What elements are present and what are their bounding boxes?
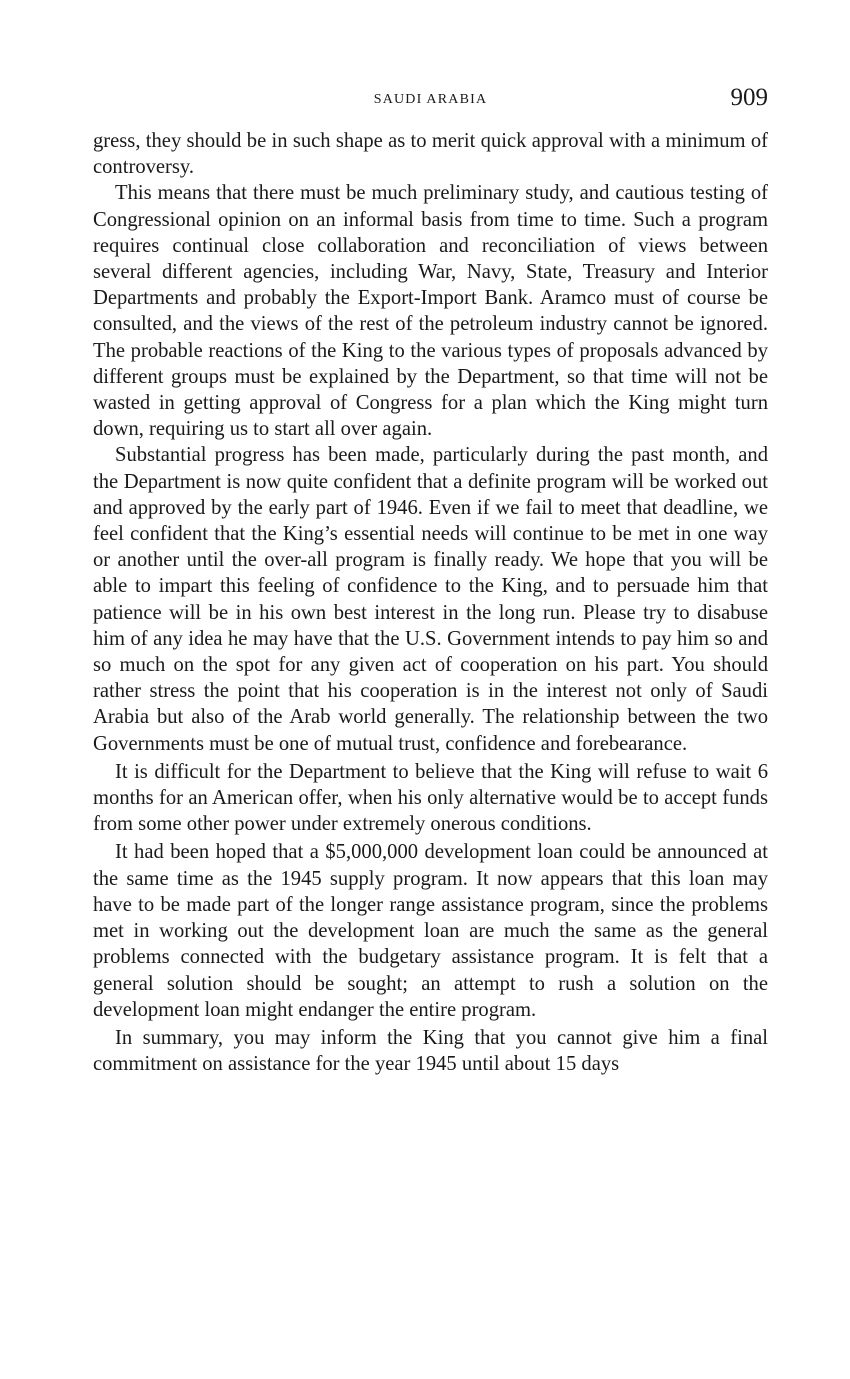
body-text: [93, 128, 768, 1077]
paragraph: In summary, you may inform the King that you cannot give him a final commitment on assistance for the year 1945 until about 15 days: [93, 1026, 768, 1076]
page-number: 909: [730, 84, 768, 111]
paragraph: It is difficult for the Department to believe that the King will refuse to wait 6 months for an American offer, when his only alternative would be to accept funds from some other power under extremely onerous conditions.: [93, 760, 768, 836]
running-title: SAUDI ARABIA: [373, 92, 488, 107]
paragraph: Substantial progress has been made, particularly during the past month, and the Department is now quite confident that a definite program will be worked out and approved by the early part of 1946. Even if we fail to meet that deadline, we feel confident that the King’s essential needs will continue to be met in one way or another until the over-all program is finally ready. We hope that you will be able to impart this feeling of confidence to the King, and to persuade him that patience will be in his own best interest in the long run. Please try to disabuse him of any idea he may have that the U.S. Government intends to pay him so and so much on the spot for any given act of cooperation on his part. You should rather stress the point that his cooperation is in the interest not only of Saudi Arabia but also of the Arab world generally. The relationship between the two Governments must be one of mutual trust, confidence and forebearance.: [93, 444, 768, 755]
paragraph-continued: gress, they should be in such shape as to merit quick approval with a minimum of controversy.: [93, 130, 768, 179]
paragraph: It had been hoped that a $5,000,000 development loan could be announced at the same time as the 1945 supply program. It now appears that this loan may have to be made part of the longer range assistance program, since the problems met in working out the development loan are much the same as the general problems connected with the budgetary assistance program. It is felt that a general solution should be sought; an attempt to rush a solution on the development loan might endanger the entire program.: [93, 841, 768, 1021]
running-head: [93, 84, 768, 118]
paragraph: This means that there must be much preliminary study, and cautious testing of Congressional opinion on an informal basis from time to time. Such a program requires continual close collaboration and reconciliation of views between several different agencies, including War, Navy, State, Treasury and Interior Departments and probably the Export-Import Bank. Aramco must of course be consulted, and the views of the rest of the petroleum industry cannot be ignored. The probable reactions of the King to the various types of proposals advanced by different groups must be explained by the Department, so that time will not be wasted in getting approval of Congress for a plan which the King might turn down, requiring us to start all over again.: [93, 182, 768, 441]
document-page: [93, 84, 768, 1077]
